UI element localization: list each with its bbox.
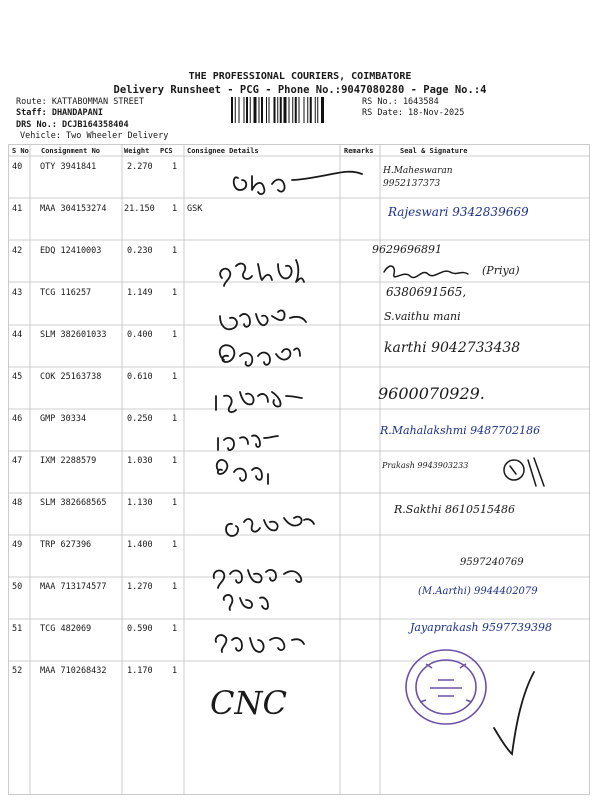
barcode-bar: [284, 97, 287, 123]
row-51-sno: 51: [12, 624, 23, 634]
row-45-pcs: 1: [172, 372, 178, 382]
row-44-sno: 44: [12, 330, 23, 340]
row-51-weight: 0.590: [127, 624, 153, 634]
route-label: Route: KATTABOMMAN STREET: [16, 97, 144, 107]
row-42-consignment: EDQ 12410003: [40, 246, 102, 256]
row-52-consignment: MAA 710268432: [40, 666, 107, 676]
row-49-sno: 49: [12, 540, 23, 550]
row-41-consignee: GSK: [187, 204, 203, 214]
barcode-bar: [244, 97, 245, 123]
row-47-sno: 47: [12, 456, 23, 466]
barcode-bar: [266, 97, 267, 123]
row-41-weight: 21.150: [124, 204, 155, 214]
row-44-pcs: 1: [172, 330, 178, 340]
row-43-phone: 6380691565,: [386, 285, 467, 299]
row-40-signature: H.Maheswaran 9952137373: [383, 166, 453, 189]
barcode-bar: [235, 97, 236, 123]
col-header-consignee: Consignee Details: [187, 147, 259, 155]
barcode-bar: [274, 97, 276, 123]
row-47-pcs: 1: [172, 456, 178, 466]
runsheet-subtitle: Delivery Runsheet - PCG - Phone No.:9047080280 - Page No.:4: [113, 84, 487, 96]
row-52-weight: 1.170: [127, 666, 153, 676]
row-46-signature: R.Mahalakshmi 9487702186: [380, 424, 541, 437]
row-46-weight: 0.250: [127, 414, 153, 424]
barcode-bar: [304, 97, 305, 123]
row-46-sno: 46: [12, 414, 23, 424]
col-header-pcs: PCS: [160, 147, 173, 155]
row-46-pcs: 1: [172, 414, 178, 424]
row-48-consignment: SLM 382668565: [40, 498, 107, 508]
row-48-pcs: 1: [172, 498, 178, 508]
row-51-consignment: TCG 482069: [40, 624, 92, 634]
rs-number: RS No.: 1643584: [362, 97, 439, 107]
row-44-weight: 0.400: [127, 330, 153, 340]
row-52-signature-tick: [488, 668, 538, 758]
handwritten-cnc: CNC: [210, 684, 287, 722]
row-50-consignment: MAA 713174577: [40, 582, 107, 592]
col-header-sno: S No: [12, 147, 29, 155]
barcode-bar: [289, 97, 290, 123]
col-header-signature: Seal & Signature: [400, 147, 468, 155]
row-50-pcs: 1: [172, 582, 178, 592]
row-41-sno: 41: [12, 204, 23, 214]
barcode-bar: [292, 97, 293, 123]
barcode-bar: [246, 97, 248, 123]
col-header-remarks: Remarks: [344, 147, 374, 155]
company-seal-stamp: [400, 644, 492, 730]
row-42-weight: 0.230: [127, 246, 153, 256]
barcode-bar: [231, 97, 233, 123]
row-41-consignment: MAA 304153274: [40, 204, 107, 214]
barcode-bar: [277, 97, 278, 123]
row-51-signature: Jayaprakash 9597739398: [410, 621, 553, 634]
company-title: THE PROFESSIONAL COURIERS, COIMBATORE: [188, 71, 412, 82]
row-47-scribble: [500, 452, 550, 492]
barcode-bar: [295, 97, 297, 123]
row-47-consignment: IXM 2288579: [40, 456, 97, 466]
row-43-pcs: 1: [172, 288, 178, 298]
barcode-bar: [307, 97, 308, 123]
row-44-consignment: SLM 382601033: [40, 330, 107, 340]
row-42-sno: 42: [12, 246, 23, 256]
row-52-sno: 52: [12, 666, 23, 676]
barcode-bar: [310, 97, 312, 123]
barcode-bar: [299, 97, 300, 123]
row-44-signature: karthi 9042733438: [384, 340, 521, 356]
row-43-consignment: TCG 116257: [40, 288, 92, 298]
row-40-weight: 2.270: [127, 162, 153, 172]
staff-label: Staff: DHANDAPANI: [16, 108, 103, 118]
row-45-signature: 9600070929.: [378, 384, 485, 403]
barcode-bar: [280, 97, 282, 123]
barcode-bar: [239, 97, 240, 123]
barcode-bar: [254, 97, 257, 123]
row-50-weight: 1.270: [127, 582, 153, 592]
row-40-consignment: OTY 3941841: [40, 162, 97, 172]
row-41-pcs: 1: [172, 204, 178, 214]
row-48-weight: 1.130: [127, 498, 153, 508]
col-header-weight: Weight: [124, 147, 150, 155]
row-42-signature: (Priya): [482, 264, 520, 277]
row-50-signature: (M.Aarthi) 9944402079: [418, 586, 538, 597]
row-49-consignment: TRP 627396: [40, 540, 92, 550]
vehicle-label: Vehicle: Two Wheeler Delivery: [20, 131, 169, 141]
row-46-consignment: GMP 30334: [40, 414, 87, 424]
barcode-bar: [261, 97, 263, 123]
barcode-bar: [269, 97, 270, 123]
row-42-pcs: 1: [172, 246, 178, 256]
row-43-signature: S.vaithu mani: [384, 310, 461, 323]
row-48-signature: R.Sakthi 8610515486: [394, 503, 516, 516]
row-42-phone: 9629696891: [372, 243, 442, 256]
row-49-weight: 1.400: [127, 540, 153, 550]
row-43-weight: 1.149: [127, 288, 153, 298]
row-49-signature: 9597240769: [460, 557, 524, 568]
barcode-bar: [321, 97, 324, 123]
row-45-weight: 0.610: [127, 372, 153, 382]
row-41-signature: Rajeswari 9342839669: [388, 205, 529, 219]
drs-label: DRS No.: DCJB164358404: [16, 120, 129, 130]
row-45-sno: 45: [12, 372, 23, 382]
barcode: [230, 97, 358, 123]
barcode-bar: [317, 97, 318, 123]
row-48-sno: 48: [12, 498, 23, 508]
row-42-scribble: [380, 256, 480, 280]
row-40-pcs: 1: [172, 162, 178, 172]
barcode-bar: [259, 97, 260, 123]
rs-date: RS Date: 18-Nov-2025: [362, 108, 465, 118]
row-49-pcs: 1: [172, 540, 178, 550]
barcode-bar: [315, 97, 316, 123]
row-45-consignment: COK 25163738: [40, 372, 102, 382]
row-47-signature: Prakash 9943903233: [382, 461, 469, 470]
row-47-weight: 1.030: [127, 456, 153, 466]
row-40-sno: 40: [12, 162, 23, 172]
row-43-sno: 43: [12, 288, 23, 298]
row-50-sno: 50: [12, 582, 23, 592]
barcode-bar: [250, 97, 251, 123]
row-52-pcs: 1: [172, 666, 178, 676]
col-header-consignment: Consignment No: [41, 147, 101, 155]
row-51-pcs: 1: [172, 624, 178, 634]
